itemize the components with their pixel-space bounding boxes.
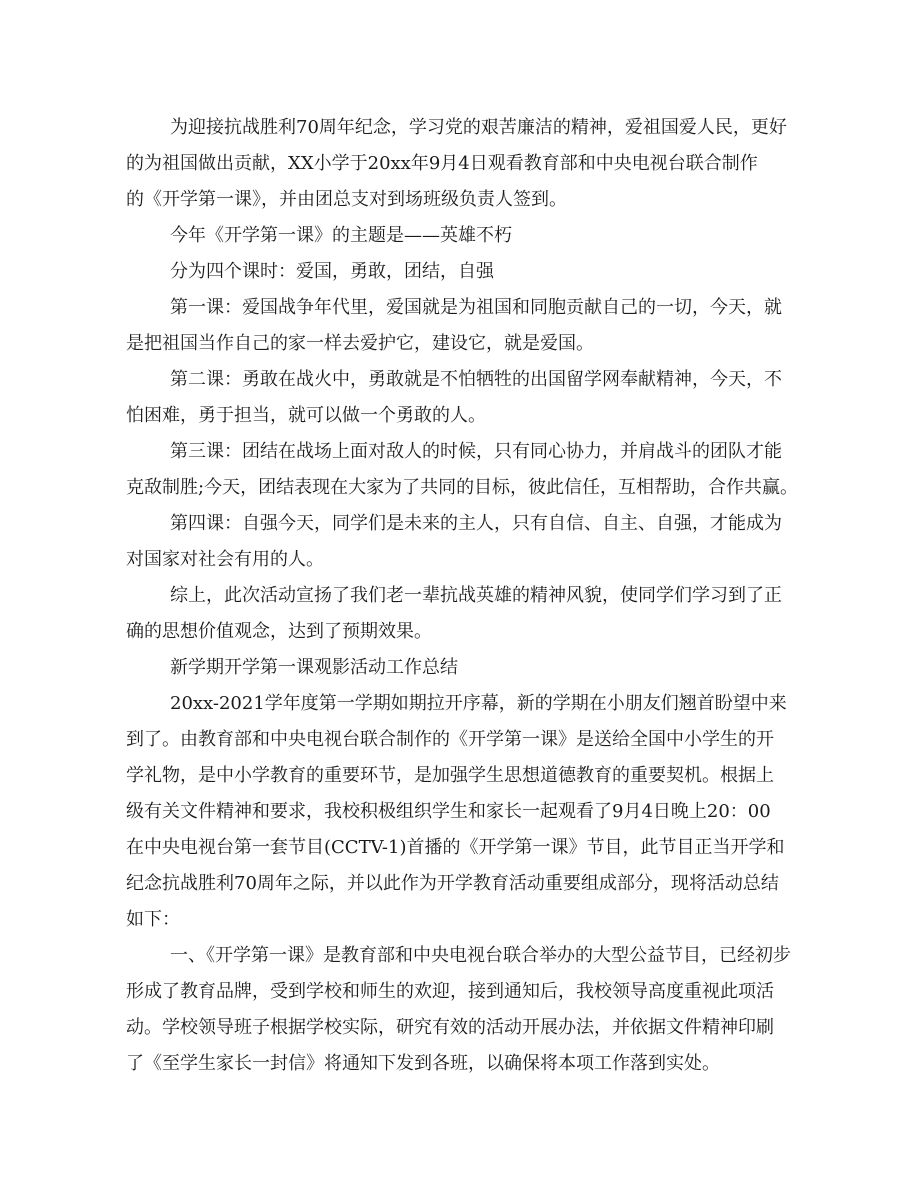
paragraph-semester-start [126, 686, 787, 938]
paragraph-summary [126, 578, 782, 650]
text-line: 纪念抗战胜利70周年之际，并以此作为开学教育活动重要组成部分，现将活动总结 [126, 873, 779, 894]
text-line: 对国家对社会有用的人。 [126, 549, 324, 570]
text-line: 如下： [126, 909, 180, 930]
text-line: 20xx-2021学年度第一学期如期拉开序幕，新的学期在小朋友们翘首盼望中来 [170, 693, 787, 714]
text-line: 第四课：自强今天，同学们是未来的主人，只有自信、自主、自强，才能成为 [170, 513, 782, 534]
text-line: 今年《开学第一课》的主题是——英雄不朽 [170, 225, 512, 246]
text-line: 怕困难，勇于担当，就可以做一个勇敢的人。 [126, 405, 486, 426]
paragraph-lesson-one [126, 290, 782, 362]
text-line: 动。学校领导班子根据学校实际，研究有效的活动开展办法，并依据文件精神印刷 [126, 1017, 774, 1038]
text-line: 分为四个课时：爱国，勇敢，团结，自强 [170, 261, 494, 282]
text-line: 一、《开学第一课》是教育部和中央电视台联合举办的大型公益节目，已经初步 [170, 945, 791, 966]
text-line: 学礼物，是中小学教育的重要环节，是加强学生思想道德教育的重要契机。根据上 [126, 765, 774, 786]
text-line: 了《至学生家长一封信》将通知下发到各班，以确保将本项工作落到实处。 [126, 1053, 720, 1074]
text-line: 确的思想价值观念，达到了预期效果。 [126, 621, 432, 642]
paragraph-theme [126, 218, 512, 254]
paragraph-lesson-three [126, 434, 798, 506]
heading-text: 新学期开学第一课观影活动工作总结 [170, 657, 458, 678]
text-line: 第三课：团结在战场上面对敌人的时候，只有同心协力，并肩战斗的团队才能 [170, 441, 782, 462]
text-line: 第二课：勇敢在战火中，勇敢就是不怕牺牲的出国留学网奉献精神，今天，不 [170, 369, 782, 390]
text-line: 是把祖国当作自己的家一样去爱护它，建设它，就是爱国。 [126, 333, 594, 354]
paragraph-lesson-two [126, 362, 782, 434]
paragraph-point-one [126, 938, 791, 1082]
text-line: 到了。由教育部和中央电视台联合制作的《开学第一课》是送给全国中小学生的开 [126, 729, 774, 750]
text-line: 的为祖国做出贡献，XX小学于20xx年9月4日观看教育部和中央电视台联合制作 [126, 153, 758, 174]
text-line: 级有关文件精神和要求，我校积极组织学生和家长一起观看了9月4日晚上20：00 [126, 801, 771, 822]
text-line: 形成了教育品牌，受到学校和师生的欢迎，接到通知后，我校领导高度重视此项活 [126, 981, 774, 1002]
text-line: 在中央电视台第一套节目(CCTV-1)首播的《开学第一课》节目，此节目正当开学和 [126, 837, 785, 858]
paragraph-lesson-four [126, 506, 782, 578]
text-line: 为迎接抗战胜利70周年纪念，学习党的艰苦廉洁的精神，爱祖国爱人民，更好 [170, 117, 787, 138]
paragraph-intro [126, 110, 787, 218]
text-line: 克敌制胜;今天，团结表现在大家为了共同的目标，彼此信任，互相帮助，合作共赢。 [126, 477, 799, 498]
text-line: 的《开学第一课》，并由团总支对到场班级负责人签到。 [126, 189, 567, 210]
paragraph-lessons-overview [126, 254, 494, 290]
text-line: 综上，此次活动宣扬了我们老一辈抗战英雄的精神风貌，使同学们学习到了正 [170, 585, 782, 606]
section-heading [126, 650, 458, 686]
text-line: 第一课：爱国战争年代里，爱国就是为祖国和同胞贡献自己的一切，今天，就 [170, 297, 782, 318]
